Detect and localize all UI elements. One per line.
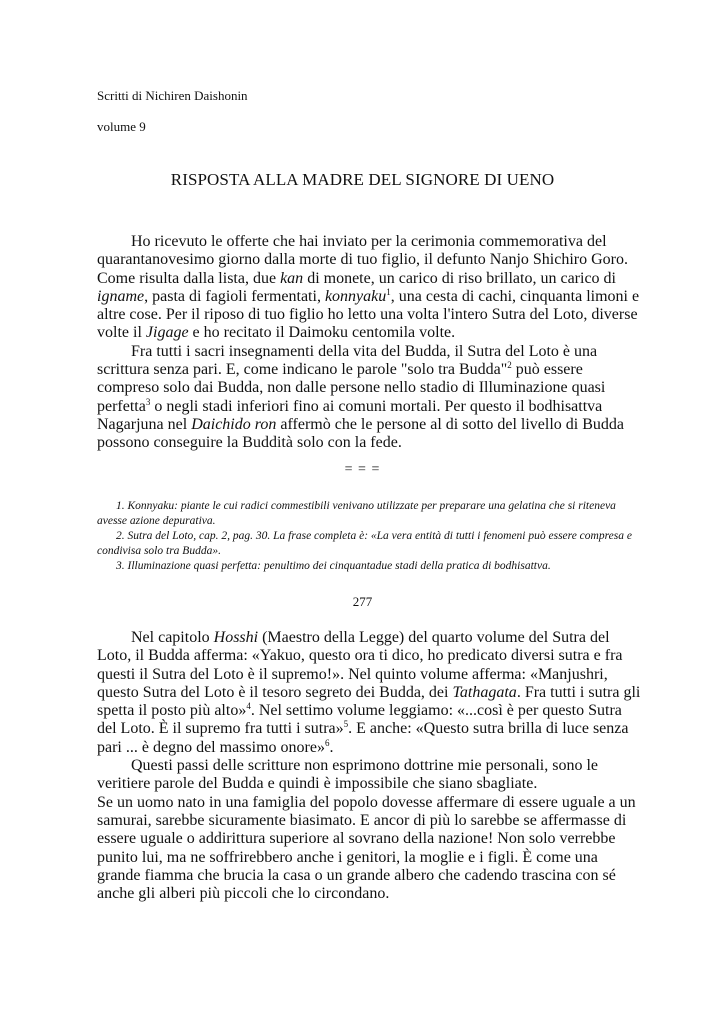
footnote-ref-5: 5 [343, 719, 349, 730]
term-daichido-ron: Daichido ron [191, 415, 277, 433]
footnote-2: 2. Sutra del Loto, cap. 2, pag. 30. La frase completa è: «La vera entità di tutti i fenomeni può essere compresa e condivisa solo tra Budda». [97, 530, 632, 557]
term-kan: kan [280, 269, 304, 287]
letter-title: RISPOSTA ALLA MADRE DEL SIGNORE DI UENO [170, 170, 555, 189]
section-separator: = = = [344, 462, 381, 477]
term-jigage: Jigage [145, 324, 189, 342]
footnote-1: 1. Konnyaku: piante le cui radici commestibili venivano utilizzate per preparare una gelatina che si riteneva avesse azione depurativa. [97, 500, 616, 527]
running-header-author: Scritti di Nichiren Daishonin [97, 88, 248, 103]
term-hosshi: Hosshi [213, 629, 259, 646]
footnote-ref-3: 3 [145, 396, 151, 407]
footnote-ref-2: 2 [507, 360, 512, 371]
footnote-ref-1: 1 [386, 286, 391, 297]
letter-body-part2 [97, 629, 642, 903]
term-konnyaku: konnyaku [324, 287, 387, 305]
term-tathagata: Tathagata [452, 683, 517, 701]
paragraph-scripture-passages: Questi passi delle scritture non esprimono dottrine mie personali, sono le veritiere parole del Budda e quindi è impossibile che siano sbagliate. [97, 757, 599, 793]
paragraph-offerings: Ho ricevuto le offerte che hai inviato per la cerimonia commemorativa del quarantanovesimo giorno dalla morte di tuo figlio, il defunto Nanjo Shichiro Goro. Come risulta dalla lista, due kan di monete, un carico di riso brillato, un carico di igname, pasta di fagioli fermentati, konnyaku$^1$, una cesta di cachi, cinquanta limoni e altre cose. Per il riposo di tuo figlio ho letto una volta l'intero Sutra del Loto, diverse volte il Jigage e ho recitato il Daimoku centomila volte. [97, 233, 640, 342]
footnote-ref-4: 4 [246, 701, 251, 712]
paragraph-lotus-sutra: Fra tutti i sacri insegnamenti della vita del Budda, il Sutra del Loto è una scrittura senza pari. E, come indicano le parole "solo tra Budda"$^2$ può essere compreso solo dai Budda, non dalle persone nello stadio di Illuminazione quasi perfetta$^3$ o negli stadi inferiori fino ai comuni mortali. Per questo il bodhisattva Nagarjuna nel Daichido ron affermò che le persone al di sotto del livello di Budda possono conseguire la Buddità solo con la fede. [97, 342, 624, 452]
letter-body-part1 [97, 233, 642, 453]
footnotes [97, 499, 642, 574]
page-number: 277 [352, 594, 373, 609]
paragraph-samurai-analogy: Se un uomo nato in una famiglia del popolo dovesse affermare di essere uguale a un samurai, sarebbe sicuramente biasimato. E ancor di più lo sarebbe se affermasse di essere uguale o addirittura superiore al sovrano della nazione! Non solo verrebbe punito lui, ma ne soffrirebbero anche i genitori, la moglie e i figli. È come una grande fiamma che brucia la casa o un grande albero che cadendo trascina con sé anche gli alberi più piccoli che lo circondano. [97, 793, 636, 903]
footnote-3: 3. Illuminazione quasi perfetta: penultimo dei cinquantadue stadi della pratica di bodhisattva. [116, 560, 551, 572]
running-header-volume: volume 9 [97, 119, 146, 134]
footnote-ref-6: 6 [324, 737, 330, 748]
paragraph-hosshi: Nel capitolo Hosshi (Maestro della Legge) del quarto volume del Sutra del Loto, il Budda afferma: «Yakuo, questo ora ti dico, ho predicato diversi sutra e fra questi il Sutra del Loto è il supremo!». Nel quinto volume afferma: «Manjushri, questo Sutra del Loto è il tesoro segreto dei Budda, dei Tathagata. Fra tutti i sutra gli spetta il posto più alto»$^4$. Nel settimo volume leggiamo: «...così è per questo Sutra del Loto. È il supremo fra tutti i sutra»$^5$. E anche: «Questo sutra brilla di luce senza pari ... è degno del massimo onore»$^6$. [97, 629, 641, 756]
term-igname: igname [97, 287, 145, 305]
